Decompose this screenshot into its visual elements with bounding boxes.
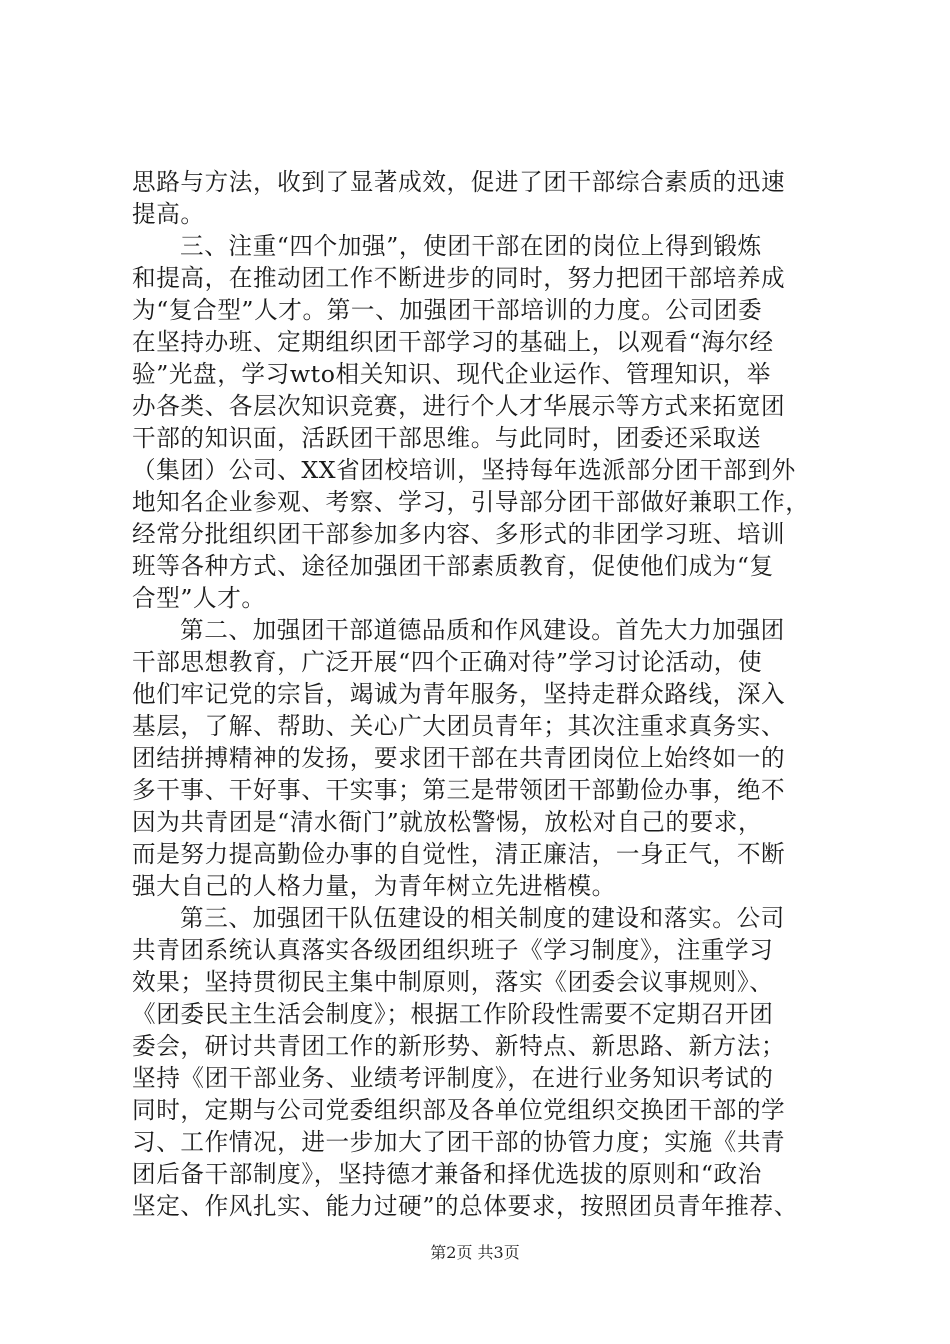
text-line: 干部的知识面，活跃团干部思维。与此同时，团委还采取送 xyxy=(132,424,762,452)
text-line: 而是努力提高勤俭办事的自觉性，清正廉洁，一身正气，不断 xyxy=(132,840,786,868)
page-number-label: 第2页 共3页 xyxy=(430,1243,520,1262)
text-line: （集团）公司、XX省团校培训，坚持每年选派部分团干部到外 xyxy=(132,456,796,484)
text-line: 委会，研讨共青团工作的新形势、新特点、新思路、新方法； xyxy=(132,1032,786,1060)
text-line: 为“复合型”人才。第一、加强团干部培训的力度。公司团委 xyxy=(132,296,763,324)
document-body xyxy=(132,166,832,1222)
text-line: 验”光盘，学习wto相关知识、现代企业运作、管理知识，举 xyxy=(132,360,771,388)
text-line: 强大自己的人格力量，为青年树立先进楷模。 xyxy=(132,872,616,900)
text-line: 地知名企业参观、考察、学习，引导部分团干部做好兼职工作， xyxy=(132,488,810,516)
text-line: 提高。 xyxy=(132,200,205,228)
text-line: 《团委民主生活会制度》；根据工作阶段性需要不定期召开团 xyxy=(132,1000,774,1028)
text-line: 共青团系统认真落实各级团组织班子《学习制度》，注重学习 xyxy=(132,936,774,964)
text-line: 效果；坚持贯彻民主集中制原则，落实《团委会议事规则》、 xyxy=(132,968,774,996)
text-line: 团后备干部制度》，坚持德才兼备和择优选拔的原则和“政治 xyxy=(132,1160,762,1188)
text-line: 第二、加强团干部道德品质和作风建设。首先大力加强团 xyxy=(180,616,785,644)
text-line: 因为共青团是“清水衙门”就放松警惕，放松对自己的要求， xyxy=(132,808,763,836)
text-line: 三、注重“四个加强”，使团干部在团的岗位上得到锻炼 xyxy=(180,232,762,260)
text-line: 习、工作情况，进一步加大了团干部的协管力度；实施《共青 xyxy=(132,1128,786,1156)
page-footer xyxy=(0,1243,950,1263)
text-line: 坚持《团干部业务、业绩考评制度》，在进行业务知识考试的 xyxy=(132,1064,774,1092)
text-line: 班等各种方式、途径加强团干部素质教育，促使他们成为“复 xyxy=(132,552,774,580)
text-line: 坚定、作风扎实、能力过硬”的总体要求，按照团员青年推荐、 xyxy=(132,1192,798,1220)
text-line: 基层，了解、帮助、关心广大团员青年；其次注重求真务实、 xyxy=(132,712,786,740)
text-line: 经常分批组织团干部参加多内容、多形式的非团学习班、培训 xyxy=(132,520,786,548)
text-line: 办各类、各层次知识竞赛，进行个人才华展示等方式来拓宽团 xyxy=(132,392,786,420)
text-line: 干部思想教育，广泛开展“四个正确对待”学习讨论活动，使 xyxy=(132,648,763,676)
text-line: 第三、加强团干队伍建设的相关制度的建设和落实。公司 xyxy=(180,904,785,932)
text-line: 合型”人才。 xyxy=(132,584,266,612)
text-line: 同时，定期与公司党委组织部及各单位党组织交换团干部的学 xyxy=(132,1096,786,1124)
text-line: 思路与方法，收到了显著成效，促进了团干部综合素质的迅速 xyxy=(132,168,786,196)
text-line: 多干事、干好事、干实事；第三是带领团干部勤俭办事，绝不 xyxy=(132,776,786,804)
text-line: 团结拼搏精神的发扬，要求团干部在共青团岗位上始终如一的 xyxy=(132,744,786,772)
text-line: 和提高，在推动团工作不断进步的同时，努力把团干部培养成 xyxy=(132,264,786,292)
text-line: 在坚持办班、定期组织团干部学习的基础上，以观看“海尔经 xyxy=(132,328,774,356)
text-line: 他们牢记党的宗旨，竭诚为青年服务，坚持走群众路线，深入 xyxy=(132,680,786,708)
